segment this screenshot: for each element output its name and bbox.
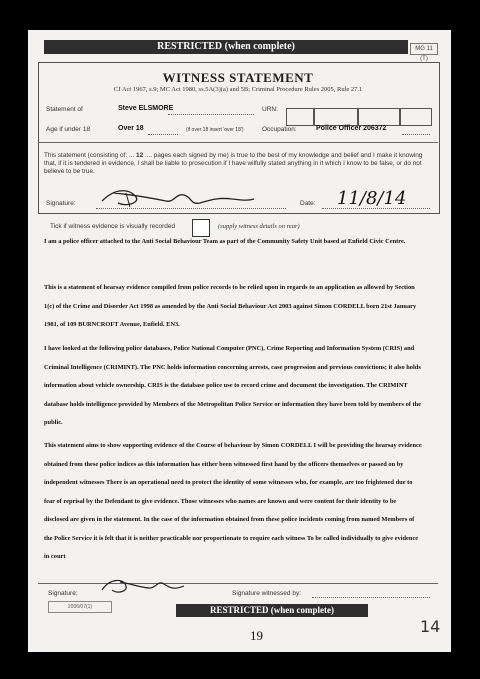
tick-hint: (supply witness details on rear) (218, 223, 300, 230)
paragraph-2: This is a statement of hearsay evidence compiled from police records to be relied upon in regards to an application as allowed by Section 1(c) of the Crime and Disorder Act 1998 as amended by the Anti Social Behaviour Act 2003 against Simon CORDELL born 21st January 1981, of 109 BURNCROFT Avenue, Enfield. EN3. (44, 284, 417, 328)
footer-signature-scribble (98, 574, 188, 598)
statement-of-dots (168, 114, 254, 115)
statement-of-label: Statement of (46, 106, 83, 113)
form-stamp: 2006/07(1) (48, 601, 112, 613)
signature-line (96, 208, 286, 209)
restricted-banner-top: RESTRICTED (when complete) (44, 40, 408, 54)
signature-label: Signature: (46, 200, 76, 207)
footer-signature-label: Signature: (48, 590, 78, 597)
restricted-banner-bottom: RESTRICTED (when complete) (176, 604, 368, 617)
urn-box-1[interactable] (286, 108, 314, 126)
age-dots (148, 134, 178, 135)
paragraph-4: This statement aims to show supporting evidence of the Course of behaviour by Simon CORDELL I will be providing the hearsay evidence obtained from these police indices as this information has either been witnessed first hand by the officers themselves or passed on by independent witnesses There is an operational need to protect the identity of some witnesses who, for example, are too frightened due to fear of reprisal by the Defendant to give evidence. Those witnesses who names are known and were content for their identity to be disclosed are given in the statement. In the case of the information obtained from these police incidents coming from named Members of the Police Service it is felt that it is neither practicable nor proportionate to require each witness To be called individually to give evidence in court (44, 442, 422, 560)
page-title: WITNESS STATEMENT (162, 70, 314, 85)
occupation-label: Occupation: (262, 126, 297, 133)
signature-scribble (96, 183, 256, 211)
tick-label: Tick if witness evidence is visually recorded (50, 223, 176, 230)
occupation-value: Police Officer 206372 (316, 125, 387, 132)
paragraph-3: I have looked at the following police databases, Police National Computer (PNC), Crime Reporting and Information System (CRIS) and Criminal Intelligence (CRIMINT). The PNC holds information concerning arrests, case progression and previous convictions; it also holds information about vehicle ownership. CRIS is the database police use to record crime and document the investigation. The CRIMINT database holds intelligence provided by Members of the Metropolitan Police Service or information they have been told by members of the public. (44, 345, 422, 426)
date-line (322, 208, 430, 209)
header-divider (38, 142, 438, 143)
legal-subtitle: CJ Act 1967, s.9; MC Act 1980, ss.5A(3)(a) and 5B; Criminal Procedure Rules 2005, Rule 27.1 (113, 86, 363, 93)
page-number: 19 (250, 628, 263, 643)
date-value: 11/8/14 (337, 188, 407, 209)
age-value: Over 18 (118, 125, 144, 132)
urn-box-3[interactable] (358, 108, 400, 126)
page-count: 12 (136, 152, 144, 159)
witnessed-label: Signature witnessed by: (232, 590, 302, 597)
occupation-dots (402, 134, 430, 135)
urn-label: URN: (262, 106, 278, 113)
paragraph-1: I am a police officer attached to the Anti Social Behaviour Team as part of the Community Safety Unit based at Enfield Civic Centre. (44, 238, 406, 245)
form-reference: MG 11 (T) (410, 43, 438, 55)
declaration-text: This statement (consisting of: ... 12 .... pages each signed by me) is true to the best of my knowledge and belief and I make it knowing that, if it is tendered in evidence, I shall be liable to prosecution if I have wilfully stated anything in it which I know to be false, or do not believe to be true. (44, 152, 423, 175)
urn-box-2[interactable] (314, 108, 358, 126)
urn-box-4[interactable] (400, 108, 432, 126)
witnessed-line (312, 597, 430, 598)
date-label: Date: (300, 200, 316, 207)
handwritten-page-number: 14 (420, 617, 441, 636)
statement-of-value: Steve ELSMORE (118, 105, 174, 112)
age-label: Age if under 18 (46, 126, 91, 133)
age-hint: (if over 18 insert 'over 18') (186, 127, 244, 133)
